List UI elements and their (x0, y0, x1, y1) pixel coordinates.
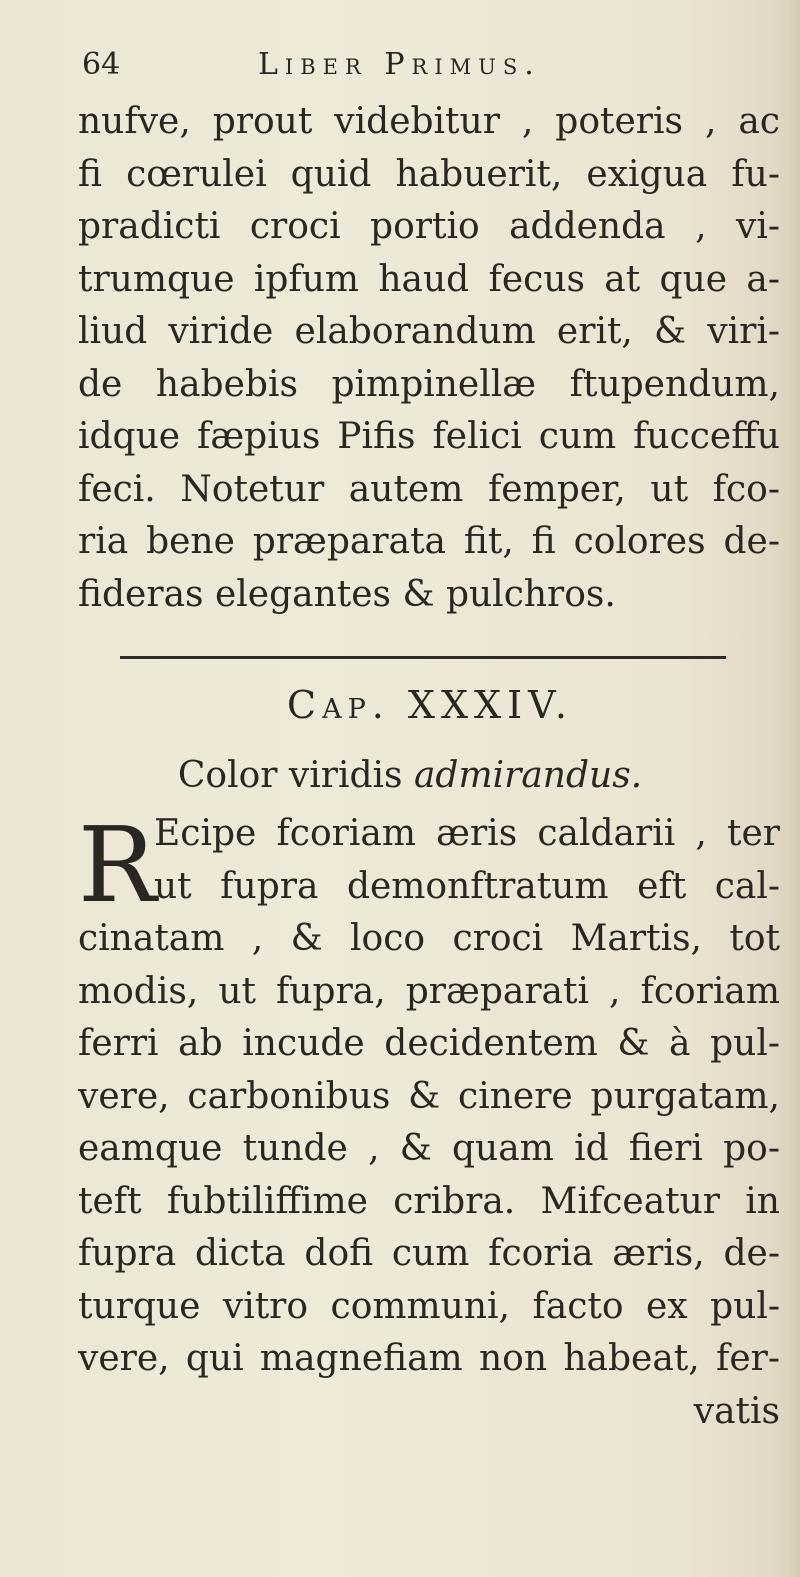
text-line: teft fubtiliffime cribra. Mifceatur in (78, 1180, 780, 1222)
text-line: ferri ab incude decidentem & à pul- (78, 1023, 780, 1064)
catchword: vatis (693, 1390, 780, 1432)
chapter-subtitle (150, 748, 670, 804)
text-line: fupra dicta dofi cum fcoria æris, de- (78, 1233, 780, 1274)
text-line: turque vitro communi, facto ex pul- (78, 1285, 780, 1327)
text-line: vere, carbonibus & cinere purgatam, (78, 1075, 780, 1117)
text-line: pradicti croci portio addenda , vi- (78, 206, 780, 247)
text-line: vere, qui magnefiam non habeat, fer- (78, 1338, 780, 1379)
text-line: fideras elegantes & pulchros. (78, 573, 616, 615)
text-line: modis, ut fupra, præparati , fcoriam (78, 970, 780, 1012)
chapter-subtitle-italic: admirandus. (413, 755, 643, 796)
text-line: liud viride elaborandum erit, & viri- (78, 311, 780, 352)
running-title: Liber Primus. (258, 47, 541, 82)
text-line: ut fupra demonftratum eft cal- (154, 865, 780, 907)
text-line: ria bene præparata fit, fi colores de- (78, 521, 780, 562)
drop-cap: R (78, 804, 157, 926)
text-line: cinatam , & loco croci Martis, tot (78, 918, 780, 959)
text-line: de habebis pimpinellæ ftupendum, (78, 363, 780, 405)
paragraph-dropcap-lines (154, 808, 780, 913)
text-line: eamque tunde , & quam id fieri po- (78, 1128, 780, 1169)
page-edge (786, 0, 800, 1577)
chapter-subtitle-plain: Color viridis (177, 755, 414, 796)
text-line: trumque ipfum haud fecus at que a- (78, 258, 780, 300)
page-number: 64 (82, 47, 121, 82)
chapter-title: Cap. XXXIV. (287, 683, 573, 727)
paragraph-body (78, 913, 780, 1438)
page-header (82, 40, 742, 90)
text-line: feci. Notetur autem femper, ut fco- (78, 468, 780, 510)
section-divider (120, 656, 726, 659)
text-line: fi cœrulei quid habuerit, exigua fu- (78, 153, 780, 195)
text-line: nufve, prout videbitur , poteris , ac (78, 101, 780, 142)
paragraph-continued (78, 96, 780, 621)
text-line: Ecipe fcoriam æris caldarii , ter (154, 813, 780, 854)
text-line: idque fæpius Pifis felici cum fucceffu (78, 416, 780, 457)
